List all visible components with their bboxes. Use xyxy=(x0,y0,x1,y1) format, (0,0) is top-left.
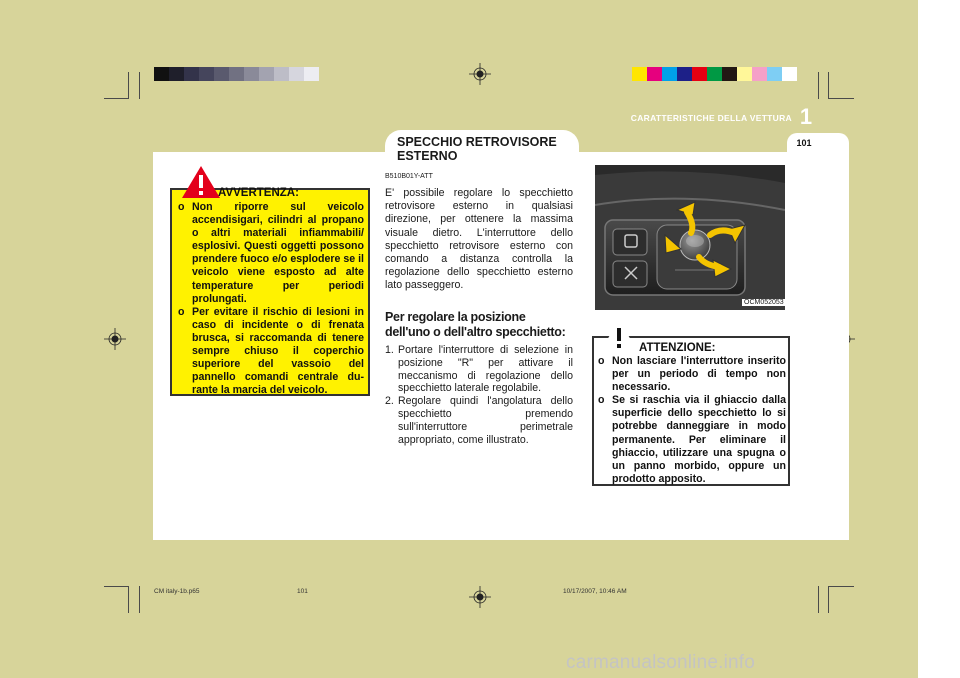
bullet-marker: o xyxy=(598,394,605,407)
bullet-marker: o xyxy=(178,201,185,213)
warning-box xyxy=(170,188,370,396)
list-item xyxy=(598,355,786,394)
chapter-title: CARATTERISTICHE DELLA VETTURA xyxy=(630,113,792,123)
footer-page: 101 xyxy=(297,588,308,595)
caution-triangle-icon xyxy=(600,318,638,352)
caution-list xyxy=(598,355,786,486)
warning-list xyxy=(178,201,364,397)
list-item xyxy=(385,344,573,395)
grayscale-calibration-strip xyxy=(154,67,319,81)
list-item-text: Se si raschia via il ghiaccio dalla superficie dello specchietto lo si potrebbe danneggiare in modo permanente. Per eliminare il ghiaccio, utilizzare una spugna o un panno morbido, oppure un prodotto apposito. xyxy=(612,394,786,485)
list-item-text: Per evitare il rischio di lesioni in caso di incidente o di frenata brusca, si raccomanda di tenere sempre chiuso il coperchio superiore del vassoio del pannello comandi centrale du- rante la marcia del veicolo. xyxy=(192,305,364,397)
step-text: Regolare quindi l'angolatura dello specchietto premendo sull'interruttore perimetrale appropriato, come illustrato. xyxy=(398,395,573,446)
list-item xyxy=(178,306,364,398)
list-item xyxy=(178,201,364,306)
registration-mark-icon xyxy=(469,63,491,85)
step-text: Portare l'interruttore di selezione in posizione "R" per attivare il meccanismo di regolazione dello specchietto laterale regolabile. xyxy=(398,344,573,395)
list-item xyxy=(598,394,786,486)
warning-title: AVVERTENZA: xyxy=(218,187,299,199)
caution-title: ATTENZIONE: xyxy=(639,342,716,354)
chapter-number: 1 xyxy=(799,104,813,129)
section-title: SPECCHIO RETROVISORE ESTERNO xyxy=(397,135,557,163)
list-item-text: Non lasciare l'interruttore inserito per un periodo di tempo non necessario. xyxy=(612,355,786,394)
step-number: 2. xyxy=(385,395,394,408)
list-item-text: Non riporre sul veicolo accendisigari, cilindri al propano o altri materiali infiammabili/ esplosivi. Questi oggetti possono prendere fuoco e/o esplodere se il veicolo viene esposto ad alte temperature per periodi prolungati. xyxy=(192,201,364,305)
mirror-switch-photo xyxy=(595,165,785,310)
watermark: carmanualsonline.info xyxy=(566,652,756,673)
page-number: 101 xyxy=(796,138,812,148)
footer-date: 10/17/2007, 10:46 AM xyxy=(563,588,627,595)
intro-paragraph: E' possibile regolare lo specchietto retrovisore esterno in qualsiasi direzione, per ottenere la massima visuale dietro. L'interruttore dello specchietto retrovisore esterno con comando a distanza controlla la regolazione dello specchietto esterno lato passeggero. xyxy=(385,187,573,292)
registration-mark-icon xyxy=(104,328,126,350)
bullet-marker: o xyxy=(178,305,185,318)
section-code: B510B01Y-ATT xyxy=(385,173,433,180)
bullet-marker: o xyxy=(598,355,605,367)
footer-file: CM italy-1b.p65 xyxy=(154,588,200,595)
procedure-heading: Per regolare la posizione dell'uno o dell'altro specchietto: xyxy=(385,310,566,339)
step-number: 1. xyxy=(385,344,394,356)
list-item xyxy=(385,395,573,446)
caution-box xyxy=(592,336,790,486)
procedure-steps xyxy=(385,344,573,446)
color-calibration-strip xyxy=(632,67,797,81)
warning-triangle-icon xyxy=(181,165,221,199)
figure-code: OCM052053 xyxy=(744,299,784,306)
registration-mark-icon xyxy=(469,586,491,608)
